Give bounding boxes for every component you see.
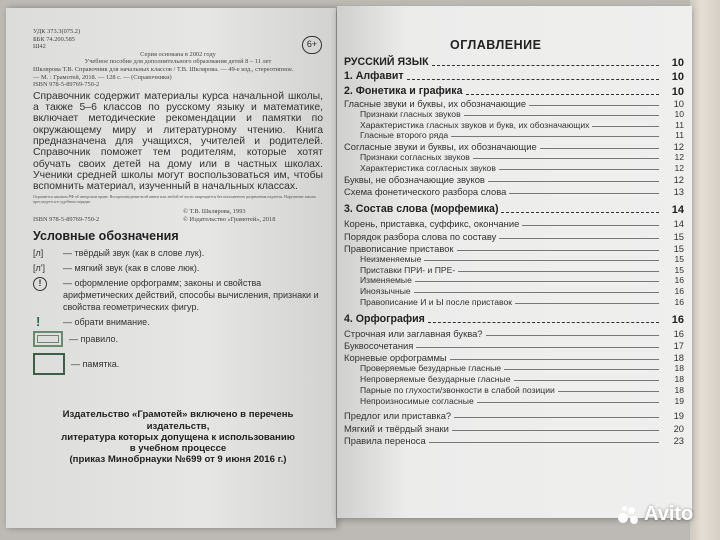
legend-rule: — правило.: [69, 334, 119, 345]
leader-line: [477, 402, 659, 403]
toc-page-number: 18: [674, 374, 684, 384]
toc-entry: [344, 219, 684, 229]
toc-page-number: 17: [673, 340, 684, 351]
legend-item: [33, 331, 323, 347]
leader-line: [501, 212, 659, 213]
toc-entry-label: Неизменяемые: [360, 254, 422, 264]
leader-line: [416, 347, 659, 348]
toc-entry-label: Правописание приставок: [344, 243, 454, 254]
toc-page-number: 12: [673, 141, 684, 152]
rule-box-icon: [33, 331, 63, 347]
toc-entry: [360, 364, 684, 373]
leader-line: [592, 126, 659, 127]
copyright-author: © Т.В. Шклярова, 1993: [183, 208, 246, 216]
description: Справочник содержит материалы курса начальной школы, а также 5–6 классов по русскому языку и математике, включает методические рекомендации и памятки по окружающему миру и литературному чтению. Книга предназначена для учащихся, учителей и родителей. Справочник поможет тем родителям, которые хотят обучать своих детей на дому или в частных школах. Ученики средней школы могут воспользоваться им, чтобы вспомнить материал, изученный в начальных классах.: [33, 90, 323, 193]
toc-page-number: 10: [674, 109, 684, 119]
biblio-line-2: — М. : Грамотей, 2018. — 128 с. — (Справочники): [33, 73, 172, 81]
leader-line: [457, 250, 659, 251]
leader-line: [473, 158, 659, 159]
toc-entry: [360, 298, 684, 307]
toc-entry: [344, 71, 684, 83]
leader-line: [540, 148, 659, 149]
toc-entry: [344, 244, 684, 254]
leader-line: [486, 335, 659, 336]
toc-page-number: 14: [673, 218, 684, 229]
biblio-line-1: Шклярова Т.В. Справочник для начальных классов / Т.В. Шклярова. — 49-е изд., стереотипное.: [33, 65, 294, 73]
legend-item: [33, 353, 323, 375]
avito-text: Avito: [644, 503, 694, 525]
left-page-content: [33, 28, 323, 466]
toc-entry-label: Правописание И и Ы после приставок: [360, 297, 513, 307]
isbn-bottom: ISBN 978-5-89769-750-2: [33, 215, 100, 223]
legend-item: [33, 247, 323, 259]
toc-entry-label: Характеристика гласных звуков и букв, их обозначающих: [360, 120, 590, 130]
toc-entry: [360, 153, 684, 162]
legend-item: [33, 316, 323, 328]
toc-entry-label: Правила переноса: [344, 435, 426, 446]
leader-line: [451, 136, 659, 137]
toc-entry-label: 3. Состав слова (морфемика): [344, 203, 499, 216]
toc-page-number: 10: [671, 71, 684, 83]
leader-line: [429, 442, 659, 443]
toc-entry: [360, 164, 684, 173]
toc-entry: [360, 375, 684, 384]
toc-entry: [344, 329, 684, 339]
leader-line: [452, 430, 659, 431]
legend-hard-sound: — твёрдый звук (как в слове лук).: [63, 248, 205, 259]
toc-entry-label: 4. Орфография: [344, 313, 425, 326]
toc-entry-label: Гласные звуки и буквы, их обозначающие: [344, 98, 527, 109]
subtitle: Учебное пособие для дополнительного образования детей 8 – 11 лет: [84, 58, 272, 66]
bbk: ББК 74.200.585: [33, 35, 75, 43]
toc-entry-label: Корень, приставка, суффикс, окончание: [344, 218, 520, 229]
toc-page-number: 11: [675, 130, 684, 140]
toc-page-number: 13: [673, 186, 684, 197]
toc-entry: [344, 424, 684, 434]
toc-entry-label: Парные по глухости/звонкости в слабой позиции: [360, 385, 555, 395]
leader-line: [515, 303, 659, 304]
leader-line: [424, 260, 659, 261]
toc-entry: [344, 57, 684, 69]
toc-entry-label: Строчная или заглавная буква?: [344, 328, 483, 339]
avito-watermark: [618, 503, 693, 526]
toc-entry: [344, 86, 684, 98]
exclamation-icon: !: [36, 314, 41, 330]
toc-entry: [360, 110, 684, 119]
leader-line: [529, 105, 659, 106]
toc-entry: [344, 187, 684, 197]
leader-line: [509, 193, 659, 194]
toc-entry: [360, 397, 684, 406]
toc-entry: [344, 142, 684, 152]
toc-page-number: 16: [674, 286, 684, 296]
legend-item: [33, 277, 323, 313]
toc-entry: [344, 99, 684, 109]
toc-entry-label: Буквосочетания: [344, 340, 414, 351]
avito-logo-icon: [618, 505, 640, 525]
toc-entry-label: 2. Фонетика и графика: [344, 85, 463, 98]
wooden-table: [690, 0, 720, 540]
legend-symbol-hard: [л]: [33, 248, 44, 259]
age-rating-badge: 6+: [302, 36, 322, 54]
publisher-note-line: (приказ Минобрнауки №699 от 9 июня 2016 г.): [69, 454, 287, 466]
toc-page-number: 20: [673, 423, 684, 434]
toc-entry-label: Непроизносимые согласные: [360, 396, 474, 406]
toc-page-number: 16: [674, 297, 684, 307]
toc-entry-label: РУССКИЙ ЯЗЫК: [344, 56, 429, 69]
leader-line: [450, 359, 659, 360]
toc-page-number: 16: [671, 314, 684, 326]
toc-page-number: 12: [674, 163, 684, 173]
leader-line: [558, 391, 659, 392]
toc-page-number: 12: [674, 152, 684, 162]
toc-page-number: 19: [673, 410, 684, 421]
publisher-note: [33, 409, 323, 465]
legend-symbol-soft: [л']: [33, 263, 45, 274]
leader-line: [464, 115, 659, 116]
toc-page-number: 10: [673, 98, 684, 109]
leader-line: [428, 322, 659, 323]
series-note: Серия основана в 2002 году: [140, 50, 216, 58]
leader-line: [522, 225, 659, 226]
toc-page-number: 15: [674, 254, 684, 264]
leader-line: [407, 79, 659, 80]
toc-entry-label: Порядок разбора слова по составу: [344, 231, 497, 242]
toc-entry-label: Приставки ПРИ- и ПРЕ-: [360, 265, 456, 275]
toc-page-number: 19: [674, 396, 684, 406]
toc-entry: [344, 204, 684, 216]
toc-page-number: 10: [671, 57, 684, 69]
toc-page-number: 18: [673, 352, 684, 363]
memo-box-icon: [33, 353, 65, 375]
publisher-note-line: Издательство «Грамотей» включено в перечень издательств,: [62, 409, 294, 432]
leader-line: [432, 65, 659, 66]
legend-attention: — обрати внимание.: [63, 317, 150, 328]
leader-line: [415, 281, 659, 282]
legend-item: [33, 262, 323, 274]
toc-entry-label: Иноязычные: [360, 286, 411, 296]
isbn-top: ISBN 978-5-89769-750-2: [33, 81, 100, 89]
toc-entry-label: 1. Алфавит: [344, 70, 404, 83]
toc-entry: [344, 314, 684, 326]
toc-entry: [344, 175, 684, 185]
toc-entry-label: Корневые орфограммы: [344, 352, 447, 363]
leader-line: [514, 380, 660, 381]
toc-entry: [360, 386, 684, 395]
toc-entry-label: Мягкий и твёрдый знаки: [344, 423, 449, 434]
toc-page-number: 16: [674, 275, 684, 285]
toc-page-number: 14: [671, 204, 684, 216]
toc-title: ОГЛАВЛЕНИЕ: [450, 38, 542, 52]
legend-title: Условные обозначения: [33, 229, 179, 244]
toc-entry-label: Буквы, не обозначающие звуков: [344, 174, 485, 185]
toc-entry: [360, 131, 684, 140]
toc-page-number: 11: [675, 120, 684, 130]
leader-line: [504, 369, 659, 370]
toc-page-number: 12: [673, 174, 684, 185]
toc-entry-label: Проверяемые безударные гласные: [360, 363, 502, 373]
copyright-publisher: © Издательство «Грамотей», 2018: [183, 215, 276, 223]
legend-soft-sound: — мягкий звук (как в слове люк).: [63, 263, 200, 274]
toc-entry: [344, 353, 684, 363]
toc-page-number: 15: [673, 231, 684, 242]
legend-memo: — памятка.: [71, 359, 120, 370]
toc-page-number: 18: [674, 385, 684, 395]
leader-line: [458, 271, 659, 272]
toc-entry-label: Схема фонетического разбора слова: [344, 186, 507, 197]
toc-entry-label: Предлог или приставка?: [344, 410, 452, 421]
publisher-note-line: в учебном процессе: [129, 443, 227, 455]
leader-line: [488, 181, 659, 182]
copyright-note: Охраняется законом РФ об авторском праве. Воспроизведение всей книги или любой её части запрещается без письменного разрешения издателя. Нарушение закона преследуется в судебном порядке.: [33, 194, 316, 205]
toc-entry-label: Гласные второго ряда: [360, 130, 449, 140]
publisher-note-line: литература которых допущена к использованию: [61, 431, 295, 443]
leader-line: [454, 417, 659, 418]
code: Ш42: [33, 43, 46, 51]
toc-entry: [344, 411, 684, 421]
udk: УДК 373.3(075.2): [33, 28, 81, 35]
toc-page-number: 23: [673, 435, 684, 446]
toc-entry: [344, 232, 684, 242]
leader-line: [499, 169, 659, 170]
toc-entry-label: Признаки гласных звуков: [360, 109, 461, 119]
toc-entry: [360, 255, 684, 264]
toc-entry: [360, 287, 684, 296]
toc-entry-label: Непроверяемые безударные гласные: [360, 374, 511, 384]
toc-page-number: 18: [674, 363, 684, 373]
toc-page-number: 15: [674, 265, 684, 275]
legend-orthogram: — оформление орфограмм; законы и свойства арифметических действий, способы вычисления, признаки и свойства геометрических фигур.: [63, 278, 319, 313]
leader-line: [414, 292, 659, 293]
toc-entry: [360, 276, 684, 285]
leader-line: [466, 94, 660, 95]
toc-entry: [344, 436, 684, 446]
copyright-block: [33, 208, 323, 223]
toc-entry: [344, 341, 684, 351]
toc-entry-label: Признаки согласных звуков: [360, 152, 470, 162]
toc-page-number: 10: [671, 86, 684, 98]
leader-line: [499, 238, 659, 239]
toc-entry-label: Согласные звуки и буквы, их обозначающие: [344, 141, 537, 152]
exclamation-circle-icon: !: [33, 277, 47, 291]
toc-page-number: 15: [673, 243, 684, 254]
toc-page-number: 16: [673, 328, 684, 339]
toc-entry-label: Характеристика согласных звуков: [360, 163, 496, 173]
toc-entry-label: Изменяемые: [360, 275, 412, 285]
